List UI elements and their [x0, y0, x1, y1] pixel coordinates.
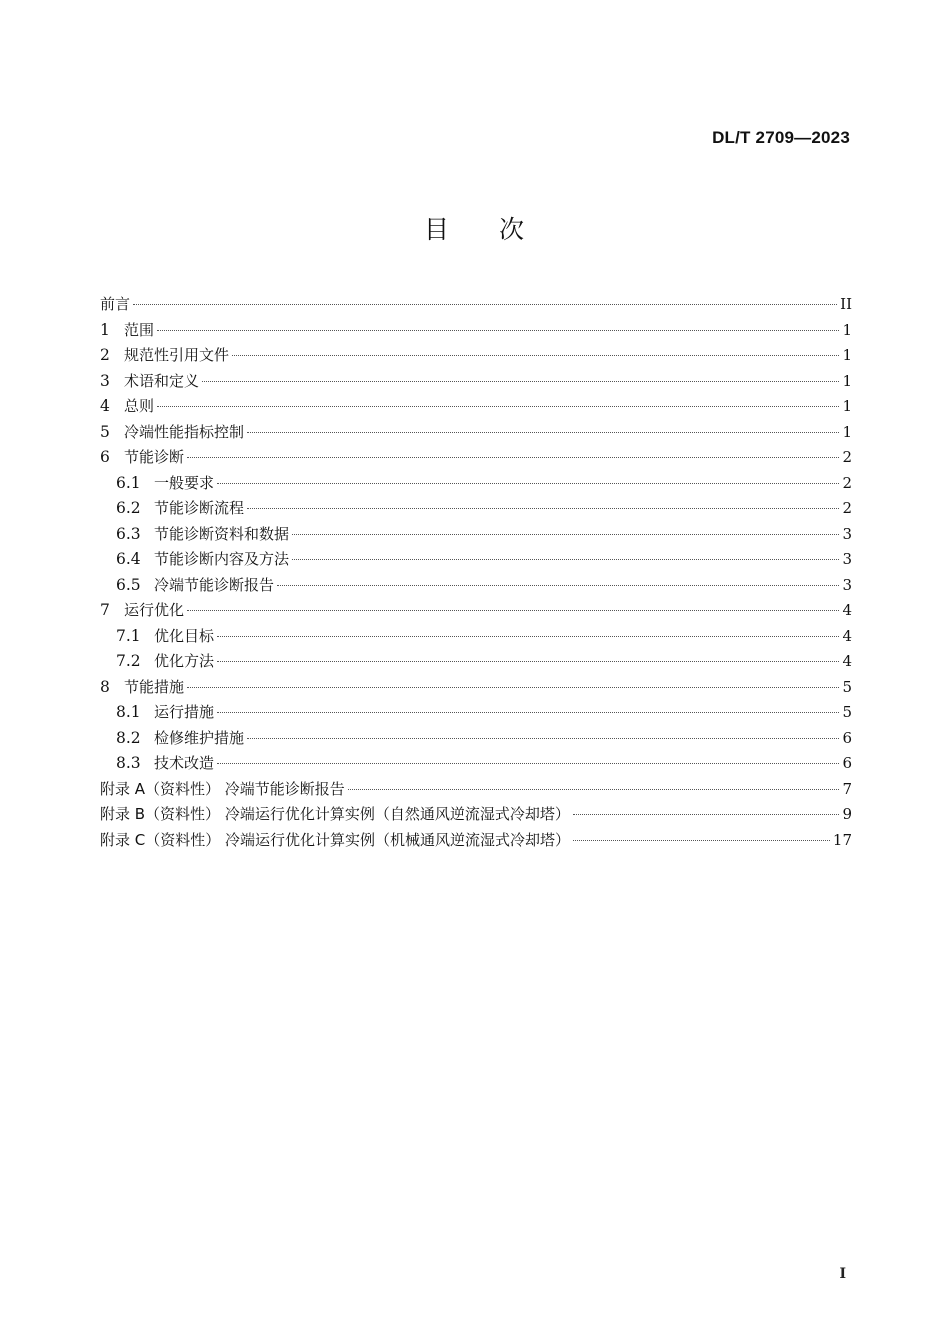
toc-entry-number: 5 [100, 422, 110, 441]
toc-entry-page: 2 [842, 448, 852, 466]
toc-entry-label: 检修维护措施 [154, 728, 245, 747]
toc-leader-dots [217, 712, 839, 713]
toc-entry-page: 2 [842, 473, 852, 492]
standard-code: DL/T 2709—2023 [712, 128, 850, 147]
table-of-contents [100, 292, 852, 853]
toc-leader-dots [217, 661, 839, 662]
toc-entry[interactable] [100, 598, 852, 624]
toc-entry[interactable] [100, 777, 852, 803]
page-title-char-1: 目 [423, 215, 451, 244]
toc-leader-dots [232, 355, 839, 356]
toc-entry-number: 8.1 [116, 703, 141, 721]
toc-entry-page: 5 [842, 703, 852, 721]
toc-entry-number: 6.3 [116, 524, 141, 543]
toc-leader-dots [187, 687, 839, 688]
toc-entry-page: 4 [842, 652, 852, 670]
toc-entry-number: 8.3 [116, 754, 141, 772]
toc-entry[interactable] [100, 828, 852, 854]
toc-entry-page: 4 [842, 601, 852, 619]
toc-entry-page: 1 [842, 320, 852, 339]
toc-entry-label: 附录 B（资料性） 冷端运行优化计算实例（自然通风逆流湿式冷却塔） [100, 805, 570, 823]
toc-leader-dots [217, 483, 839, 484]
toc-entry-label: 节能诊断 [124, 448, 185, 466]
toc-entry-label: 术语和定义 [124, 371, 200, 390]
toc-entry[interactable] [100, 675, 852, 701]
toc-entry[interactable] [100, 547, 852, 573]
toc-entry-label: 节能诊断流程 [154, 499, 245, 517]
toc-entry-label: 附录 A（资料性） 冷端节能诊断报告 [100, 779, 345, 798]
toc-entry-number: 8.2 [116, 728, 141, 747]
toc-entry-page: 1 [842, 422, 852, 441]
toc-leader-dots [157, 330, 839, 331]
toc-entry-label: 节能措施 [124, 677, 185, 696]
toc-entry[interactable] [100, 522, 852, 548]
toc-entry-page: 9 [842, 805, 852, 823]
toc-leader-dots [277, 585, 839, 586]
toc-entry[interactable] [100, 751, 852, 777]
toc-entry-label: 冷端节能诊断报告 [154, 575, 275, 594]
toc-entry[interactable] [100, 802, 852, 828]
toc-entry-number: 7.1 [116, 626, 141, 645]
toc-entry-page: 6 [842, 754, 852, 772]
toc-entry[interactable] [100, 573, 852, 599]
toc-leader-dots [292, 534, 839, 535]
toc-entry-label: 冷端性能指标控制 [124, 422, 245, 441]
toc-leader-dots [217, 636, 839, 637]
toc-entry-label: 运行优化 [124, 601, 185, 619]
toc-leader-dots [247, 738, 839, 739]
toc-entry[interactable] [100, 726, 852, 752]
toc-entry[interactable] [100, 700, 852, 726]
toc-entry-label: 前言 [100, 295, 131, 313]
toc-leader-dots [247, 432, 839, 433]
toc-leader-dots [217, 763, 839, 764]
toc-entry-number: 7 [100, 601, 110, 619]
toc-entry-page: 1 [842, 346, 852, 364]
page-number: I [839, 1266, 846, 1282]
toc-entry-page: 4 [842, 626, 852, 645]
toc-entry[interactable] [100, 496, 852, 522]
toc-entry-number: 6.5 [116, 575, 141, 594]
toc-entry-label: 优化方法 [154, 652, 215, 670]
toc-entry-label: 范围 [124, 320, 155, 339]
toc-leader-dots [157, 406, 839, 407]
toc-entry-page: 3 [842, 524, 852, 543]
toc-entry-number: 2 [100, 346, 110, 364]
toc-entry-number: 8 [100, 677, 110, 696]
toc-entry[interactable] [100, 343, 852, 369]
toc-leader-dots [133, 304, 837, 305]
toc-entry-page: 1 [842, 371, 852, 390]
toc-entry[interactable] [100, 420, 852, 446]
toc-entry-label: 运行措施 [154, 703, 215, 721]
toc-entry[interactable] [100, 369, 852, 395]
toc-entry-page: 3 [842, 575, 852, 594]
toc-entry-number: 3 [100, 371, 110, 390]
toc-entry-label: 节能诊断资料和数据 [154, 524, 290, 543]
toc-leader-dots [573, 840, 830, 841]
toc-leader-dots [187, 610, 839, 611]
toc-entry-page: 2 [842, 499, 852, 517]
toc-entry-page: 5 [842, 677, 852, 696]
toc-leader-dots [247, 508, 839, 509]
toc-leader-dots [348, 789, 840, 790]
toc-entry[interactable] [100, 624, 852, 650]
toc-entry-page: II [840, 295, 852, 313]
toc-entry[interactable] [100, 445, 852, 471]
toc-entry-number: 6 [100, 448, 110, 466]
toc-entry-number: 6.2 [116, 499, 141, 517]
toc-entry-label: 优化目标 [154, 626, 215, 645]
toc-entry[interactable] [100, 318, 852, 344]
toc-entry-page: 17 [832, 830, 852, 849]
toc-entry-label: 一般要求 [154, 473, 215, 492]
toc-entry[interactable] [100, 649, 852, 675]
toc-entry-label: 节能诊断内容及方法 [154, 550, 290, 568]
toc-entry-page: 7 [842, 779, 852, 798]
toc-entry[interactable] [100, 471, 852, 497]
toc-entry[interactable] [100, 394, 852, 420]
toc-entry-number: 6.4 [116, 550, 141, 568]
toc-entry-number: 7.2 [116, 652, 141, 670]
toc-entry[interactable] [100, 292, 852, 318]
toc-leader-dots [187, 457, 839, 458]
page-title-char-2: 次 [499, 215, 527, 244]
toc-leader-dots [292, 559, 839, 560]
toc-entry-page: 3 [842, 550, 852, 568]
toc-entry-number: 1 [100, 320, 110, 339]
toc-leader-dots [573, 814, 840, 815]
toc-entry-page: 6 [842, 728, 852, 747]
toc-entry-number: 6.1 [116, 473, 141, 492]
toc-entry-label: 技术改造 [154, 754, 215, 772]
toc-entry-label: 总则 [124, 397, 155, 415]
toc-entry-label: 附录 C（资料性） 冷端运行优化计算实例（机械通风逆流湿式冷却塔） [100, 830, 571, 849]
toc-entry-label: 规范性引用文件 [124, 346, 230, 364]
toc-entry-number: 4 [100, 397, 110, 415]
toc-leader-dots [202, 381, 839, 382]
toc-entry-page: 1 [842, 397, 852, 415]
page-title [0, 210, 950, 246]
